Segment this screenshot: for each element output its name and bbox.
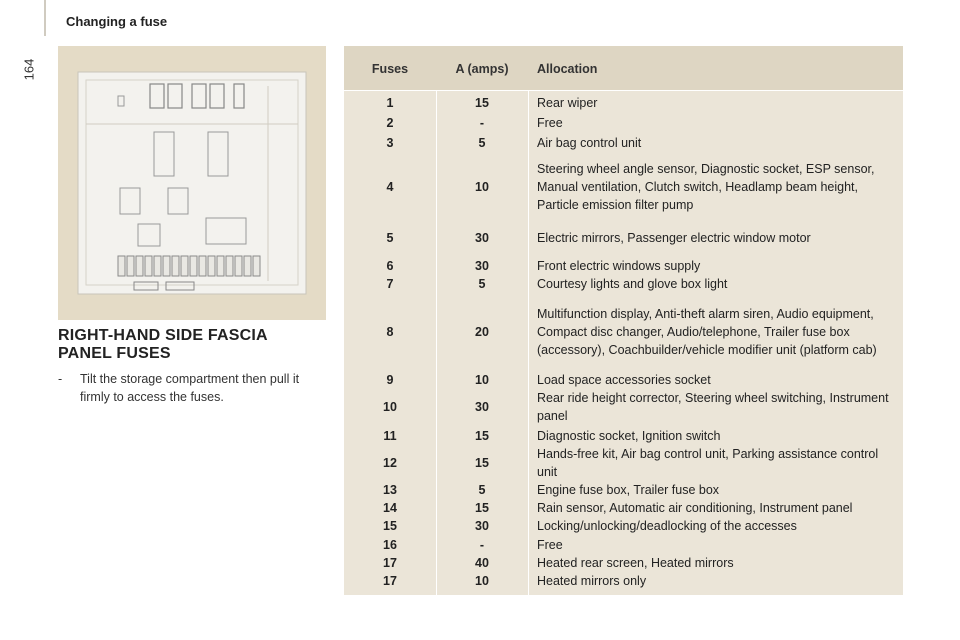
header-divider — [344, 90, 903, 91]
fuse-amps: 30 — [475, 231, 489, 245]
fuse-amps: 15 — [475, 429, 489, 443]
fuse-amps: - — [479, 116, 485, 130]
fuse-allocation: Courtesy lights and glove box light — [537, 277, 728, 291]
table-row — [344, 93, 903, 113]
table-row — [344, 553, 903, 573]
table-row — [344, 156, 903, 218]
fuse-number: 3 — [386, 136, 394, 150]
fuse-amps: 15 — [475, 501, 489, 515]
table-row — [344, 480, 903, 500]
fuse-number: 2 — [386, 116, 394, 130]
fuse-number: 7 — [386, 277, 394, 291]
header-fuses: Fuses — [371, 62, 409, 76]
section-heading-line2: PANEL FUSES — [58, 345, 171, 362]
fuse-number: 15 — [383, 519, 397, 533]
list-dash: - — [58, 372, 63, 386]
table-header — [344, 46, 903, 90]
fuse-amps: 5 — [478, 136, 486, 150]
fuse-amps: 30 — [475, 400, 489, 414]
table-row — [344, 256, 903, 276]
header-amps: A (amps) — [455, 62, 509, 76]
fuse-allocation: Heated mirrors only — [537, 574, 647, 588]
table-row — [344, 498, 903, 518]
fuse-allocation: Hands-free kit, Air bag control unit, Parking assistance control unit — [537, 447, 879, 479]
fuse-number: 5 — [386, 231, 394, 245]
fuse-number: 14 — [383, 501, 397, 515]
fuse-number: 9 — [386, 373, 394, 387]
fuse-amps: 40 — [475, 556, 489, 570]
fuse-number: 17 — [383, 574, 397, 588]
fuse-number: 11 — [383, 429, 397, 443]
fuse-amps: 30 — [475, 519, 489, 533]
fuse-number: 12 — [383, 456, 397, 470]
table-row — [344, 370, 903, 390]
fuse-amps: - — [479, 538, 485, 552]
fuse-amps: 15 — [475, 96, 489, 110]
table-row — [344, 426, 903, 446]
fuse-number: 4 — [386, 180, 394, 194]
fuse-allocation: Load space accessories socket — [537, 373, 711, 387]
table-row — [344, 571, 903, 591]
fuse-table — [344, 46, 903, 595]
fuse-allocation: Rain sensor, Automatic air conditioning, Instrument panel — [537, 501, 853, 515]
page-number: 164 — [21, 58, 37, 81]
fuse-amps: 30 — [475, 259, 489, 273]
table-row — [344, 535, 903, 555]
fuse-allocation: Engine fuse box, Trailer fuse box — [537, 483, 720, 497]
fuse-amps: 5 — [478, 483, 486, 497]
table-row — [344, 444, 903, 482]
table-row — [344, 133, 903, 153]
fuse-allocation: Free — [537, 538, 563, 552]
fuse-amps: 10 — [475, 373, 489, 387]
table-row — [344, 113, 903, 133]
section-heading-line1: RIGHT-HAND SIDE FASCIA — [58, 327, 268, 344]
fuse-allocation: Heated rear screen, Heated mirrors — [537, 556, 734, 570]
margin-rule — [44, 0, 46, 36]
fuse-allocation: Air bag control unit — [537, 136, 642, 150]
table-row — [344, 226, 903, 250]
fuse-number: 16 — [383, 538, 397, 552]
fuse-allocation: Front electric windows supply — [537, 259, 701, 273]
fuse-allocation: Diagnostic socket, Ignition switch — [537, 429, 721, 443]
fuse-allocation: Free — [537, 116, 563, 130]
section-title: Changing a fuse — [66, 14, 168, 29]
fuse-amps: 10 — [475, 574, 489, 588]
fuse-allocation: Locking/unlocking/deadlocking of the accesses — [537, 519, 797, 533]
table-row — [344, 274, 903, 294]
fuse-allocation: Rear ride height corrector, Steering wheel switching, Instrument panel — [537, 391, 889, 423]
fuse-box-illustration — [58, 46, 326, 320]
fuse-allocation: Multifunction display, Anti-theft alarm siren, Audio equipment, Compact disc changer, Audio/telephone, Trailer fuse box (accessory), Coachbuilder/vehicle modifier unit (platform cab) — [537, 307, 877, 357]
fuse-amps: 10 — [475, 180, 489, 194]
fuse-amps: 5 — [478, 277, 486, 291]
fuse-box-diagram — [58, 46, 326, 320]
table-row — [344, 388, 903, 426]
fuse-number: 17 — [383, 556, 397, 570]
fuse-number: 1 — [386, 96, 394, 110]
instruction-item — [58, 370, 330, 406]
fuse-amps: 15 — [475, 456, 489, 470]
header-allocation: Allocation — [537, 62, 598, 76]
fuse-number: 10 — [383, 400, 397, 414]
table-row — [344, 516, 903, 536]
fuse-number: 8 — [386, 325, 394, 339]
section-heading — [58, 327, 328, 363]
table-row — [344, 296, 903, 368]
fuse-allocation: Electric mirrors, Passenger electric window motor — [537, 231, 811, 245]
fuse-allocation: Steering wheel angle sensor, Diagnostic socket, ESP sensor, Manual ventilation, Clutch switch, Headlamp beam height, Particle emission filter pump — [537, 162, 875, 212]
fuse-allocation: Rear wiper — [537, 96, 598, 110]
fuse-number: 13 — [383, 483, 397, 497]
instruction-text: Tilt the storage compartment then pull it firmly to access the fuses. — [80, 372, 300, 404]
fuse-amps: 20 — [475, 325, 489, 339]
fuse-number: 6 — [386, 259, 394, 273]
